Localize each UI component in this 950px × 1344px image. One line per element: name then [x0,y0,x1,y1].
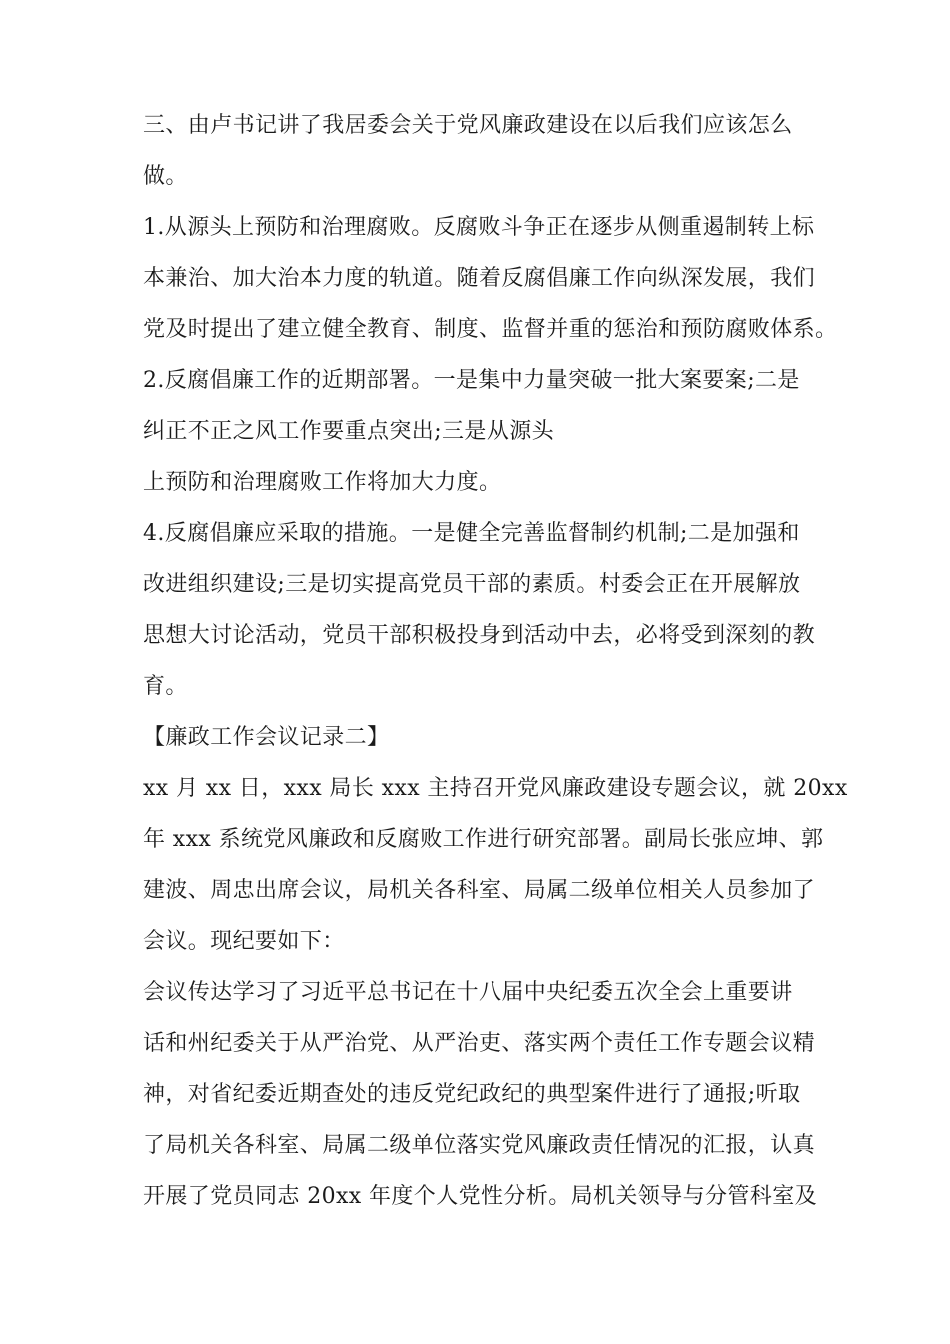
text-line: 思想大讨论活动，党员干部积极投身到活动中去，必将受到深刻的教 [143,623,816,648]
text-line: 党及时提出了建立健全教育、制度、监督并重的惩治和预防腐败体系。 [143,317,838,342]
text-line: 育。 [143,674,188,699]
text-line: 话和州纪委关于从严治党、从严治吏、落实两个责任工作专题会议精 [143,1031,816,1056]
text-line: 会议传达学习了习近平总书记在十八届中央纪委五次全会上重要讲 [143,980,793,1005]
text-line: 了局机关各科室、局属二级单位落实党风廉政责任情况的汇报，认真 [143,1133,816,1158]
text-line: 上预防和治理腐败工作将加大力度。 [143,470,502,495]
text-line: 开展了党员同志 20xx 年度个人党性分析。局机关领导与分管科室及 [143,1184,817,1209]
document-body [143,100,848,1222]
text-line: 本兼治、加大治本力度的轨道。随着反腐倡廉工作向纵深发展，我们 [143,266,816,291]
text-line: 会议。现纪要如下： [143,929,345,954]
text-line: 做。 [143,164,188,189]
text-line: 建波、周忠出席会议，局机关各科室、局属二级单位相关人员参加了 [143,878,816,903]
text-line: 三、由卢书记讲了我居委会关于党风廉政建设在以后我们应该怎么 [143,113,793,138]
text-line: 1.从源头上预防和治理腐败。反腐败斗争正在逐步从侧重遏制转上标 [143,215,815,240]
text-line: 年 xxx 系统党风廉政和反腐败工作进行研究部署。副局长张应坤、郭 [143,827,824,852]
text-line: 改进组织建设;三是切实提高党员干部的素质。村委会正在开展解放 [143,572,801,597]
text-line: xx 月 xx 日，xxx 局长 xxx 主持召开党风廉政建设专题会议，就 20xx [143,776,848,801]
text-line: 4.反腐倡廉应采取的措施。一是健全完善监督制约机制;二是加强和 [143,521,800,546]
section-heading: 【廉政工作会议记录二】 [143,725,390,750]
text-line: 纠正不正之风工作要重点突出;三是从源头 [143,419,555,444]
text-line: 神，对省纪委近期查处的违反党纪政纪的典型案件进行了通报;听取 [143,1082,801,1107]
text-line: 2.反腐倡廉工作的近期部署。一是集中力量突破一批大案要案;二是 [143,368,800,393]
